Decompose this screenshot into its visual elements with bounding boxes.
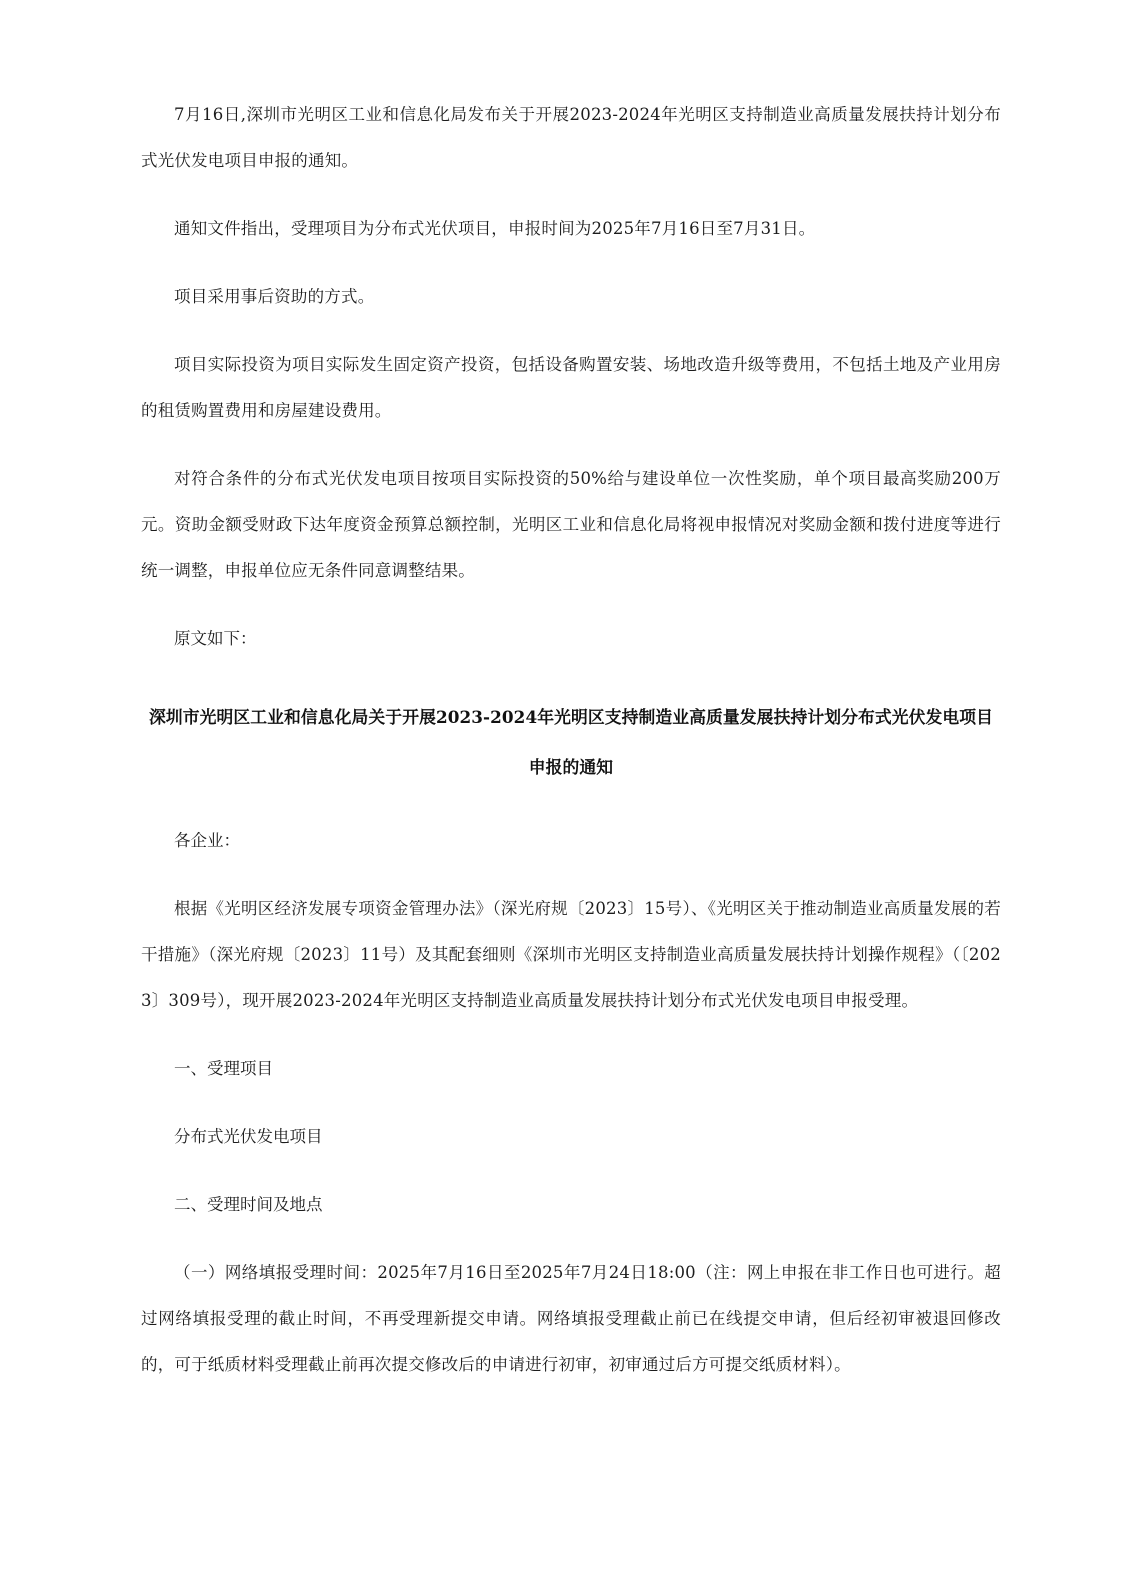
summary-paragraph-4: 项目实际投资为项目实际发生固定资产投资，包括设备购置安装、场地改造升级等费用，不包括土地及产业用房的租赁购置费用和房屋建设费用。 xyxy=(141,355,1001,420)
section-body-1: 分布式光伏发电项目 xyxy=(174,1127,323,1146)
summary-paragraph-1: 7月16日,深圳市光明区工业和信息化局发布关于开展2023-2024年光明区支持制造业高质量发展扶持计划分布式光伏发电项目申报的通知。 xyxy=(141,105,1001,170)
original-text-label: 原文如下： xyxy=(174,629,257,648)
basis-paragraph: 根据《光明区经济发展专项资金管理办法》（深光府规〔2023〕15号）、《光明区关于推动制造业高质量发展的若干措施》（深光府规〔2023〕11号）及其配套细则《深圳市光明区支持制造业高质量发展扶持计划操作规程》（〔2023〕309号），现开展2023-2024年光明区支持制造业高质量发展扶持计划分布式光伏发电项目申报受理。 xyxy=(141,899,1001,1010)
section-heading-2: 二、受理时间及地点 xyxy=(174,1195,323,1214)
salutation: 各企业： xyxy=(174,831,240,850)
section-body-2: （一）网络填报受理时间：2025年7月16日至2025年7月24日18:00（注：网上申报在非工作日也可进行。超过网络填报受理的截止时间，不再受理新提交申请。网络填报受理截止前已在线提交申请，但后经初审被退回修改的，可于纸质材料受理截止前再次提交修改后的申请进行初审，初审通过后方可提交纸质材料）。 xyxy=(141,1263,1001,1374)
summary-paragraph-2: 通知文件指出，受理项目为分布式光伏项目，申报时间为2025年7月16日至7月31日。 xyxy=(174,219,816,238)
summary-paragraph-5: 对符合条件的分布式光伏发电项目按项目实际投资的50%给与建设单位一次性奖励，单个项目最高奖励200万元。资助金额受财政下达年度资金预算总额控制，光明区工业和信息化局将视申报情况对奖励金额和拨付进度等进行统一调整，申报单位应无条件同意调整结果。 xyxy=(141,469,1001,580)
document-title: 深圳市光明区工业和信息化局关于开展2023-2024年光明区支持制造业高质量发展扶持计划分布式光伏发电项目申报的通知 xyxy=(148,707,994,777)
section-heading-1: 一、受理项目 xyxy=(174,1059,273,1078)
summary-paragraph-3: 项目采用事后资助的方式。 xyxy=(174,287,375,306)
document-body xyxy=(141,92,1001,1388)
